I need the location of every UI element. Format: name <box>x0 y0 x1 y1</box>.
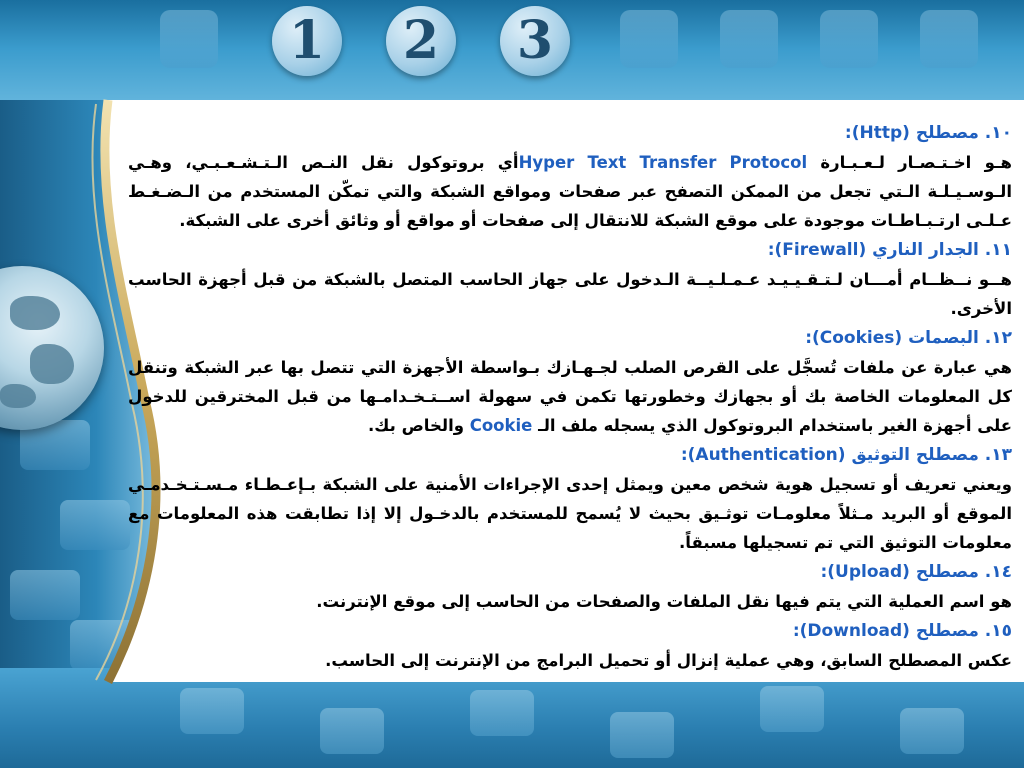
term-heading-cookies: ١٢. البصمات (Cookies): <box>805 328 1012 348</box>
english-term: Cookie <box>469 416 533 435</box>
definition-text: والخاص بك. <box>368 416 470 435</box>
digit-key-1: 1 <box>272 6 342 76</box>
definition-text: هـو اخـتـصـار لـعـبـارة <box>807 153 1012 172</box>
term-definition-cookies <box>128 353 1012 440</box>
term-definition-download: عكس المصطلح السابق، وهي عملية إنزال أو تحميل البرامج من الإنترنت إلى الحاسب. <box>325 651 1012 670</box>
term-heading-authentication: ١٣. مصطلح التوثيق (Authentication): <box>680 445 1012 465</box>
term-definition-authentication: ويعني تعريف أو تسجيل هوية شخص معين ويمثل إحدى الإجراءات الأمنية على الشبكة بـإعـطـاء مـسـتـخـدمـي الموقع أو البريد مـثلاً معلومـات توثـيق بحيث لا يُسمح للمستخدم بالدخـول إلا إذا تطابقت هذه المعلومات مع معلومات التوثيق التي تم تسجيلها مسبقاً. <box>128 475 1012 552</box>
slide-content <box>128 118 1012 675</box>
english-term: Hyper Text Transfer Protocol <box>518 153 808 172</box>
term-definition-upload: هو اسم العملية التي يتم فيها نقل الملفات والصفحات من الحاسب إلى موقع الإنترنت. <box>316 592 1012 611</box>
term-heading-upload: ١٤. مصطلح (Upload): <box>820 562 1012 582</box>
term-heading-http: ١٠. مصطلح (Http): <box>844 123 1012 143</box>
definition-text: أي بروتوكول نقل النـص الـتـشـعـبـي، وهـي الـوسـيـلـة الـتي تجعل من الممكن التصفح عبر صفحات ومواقع الشبكة والتي تمكّن المستخدم من الـضـغـط عـلـى ارتـبـاطـات موجودة على موقع الشبكة للانتقال إلى صفحات أو مواقع أو وثائق أخرى على الشبكة. <box>128 153 1012 230</box>
term-definition-firewall: هــو نــظــام أمـــان لـتـقـيـيـد عـمـلـيــة الـدخول على جهاز الحاسب المتصل بالشبكة من قبل أجهزة الحاسب الأخرى. <box>128 270 1012 318</box>
term-definition-http <box>128 148 1012 235</box>
definition-text: هي عبارة عن ملفات تُسجَّل على القرص الصلب لجـهـازك بـواسطة الأجهزة التي تتصل بها عبر الشبكة وتنقل كل المعلومات الخاصة بك أو بجهازك وخطورتها تكمن في سهولة اســتـخـدامـها من قبل المخترقين للدخول على أجهزة الغير باستخدام البروتوكول الذي يسجله ملف الـ <box>128 358 1012 435</box>
term-heading-download: ١٥. مصطلح (Download): <box>792 621 1012 641</box>
digit-key-3: 3 <box>500 6 570 76</box>
digit-key-2: 2 <box>386 6 456 76</box>
term-heading-firewall: ١١. الجدار الناري (Firewall): <box>767 240 1012 260</box>
